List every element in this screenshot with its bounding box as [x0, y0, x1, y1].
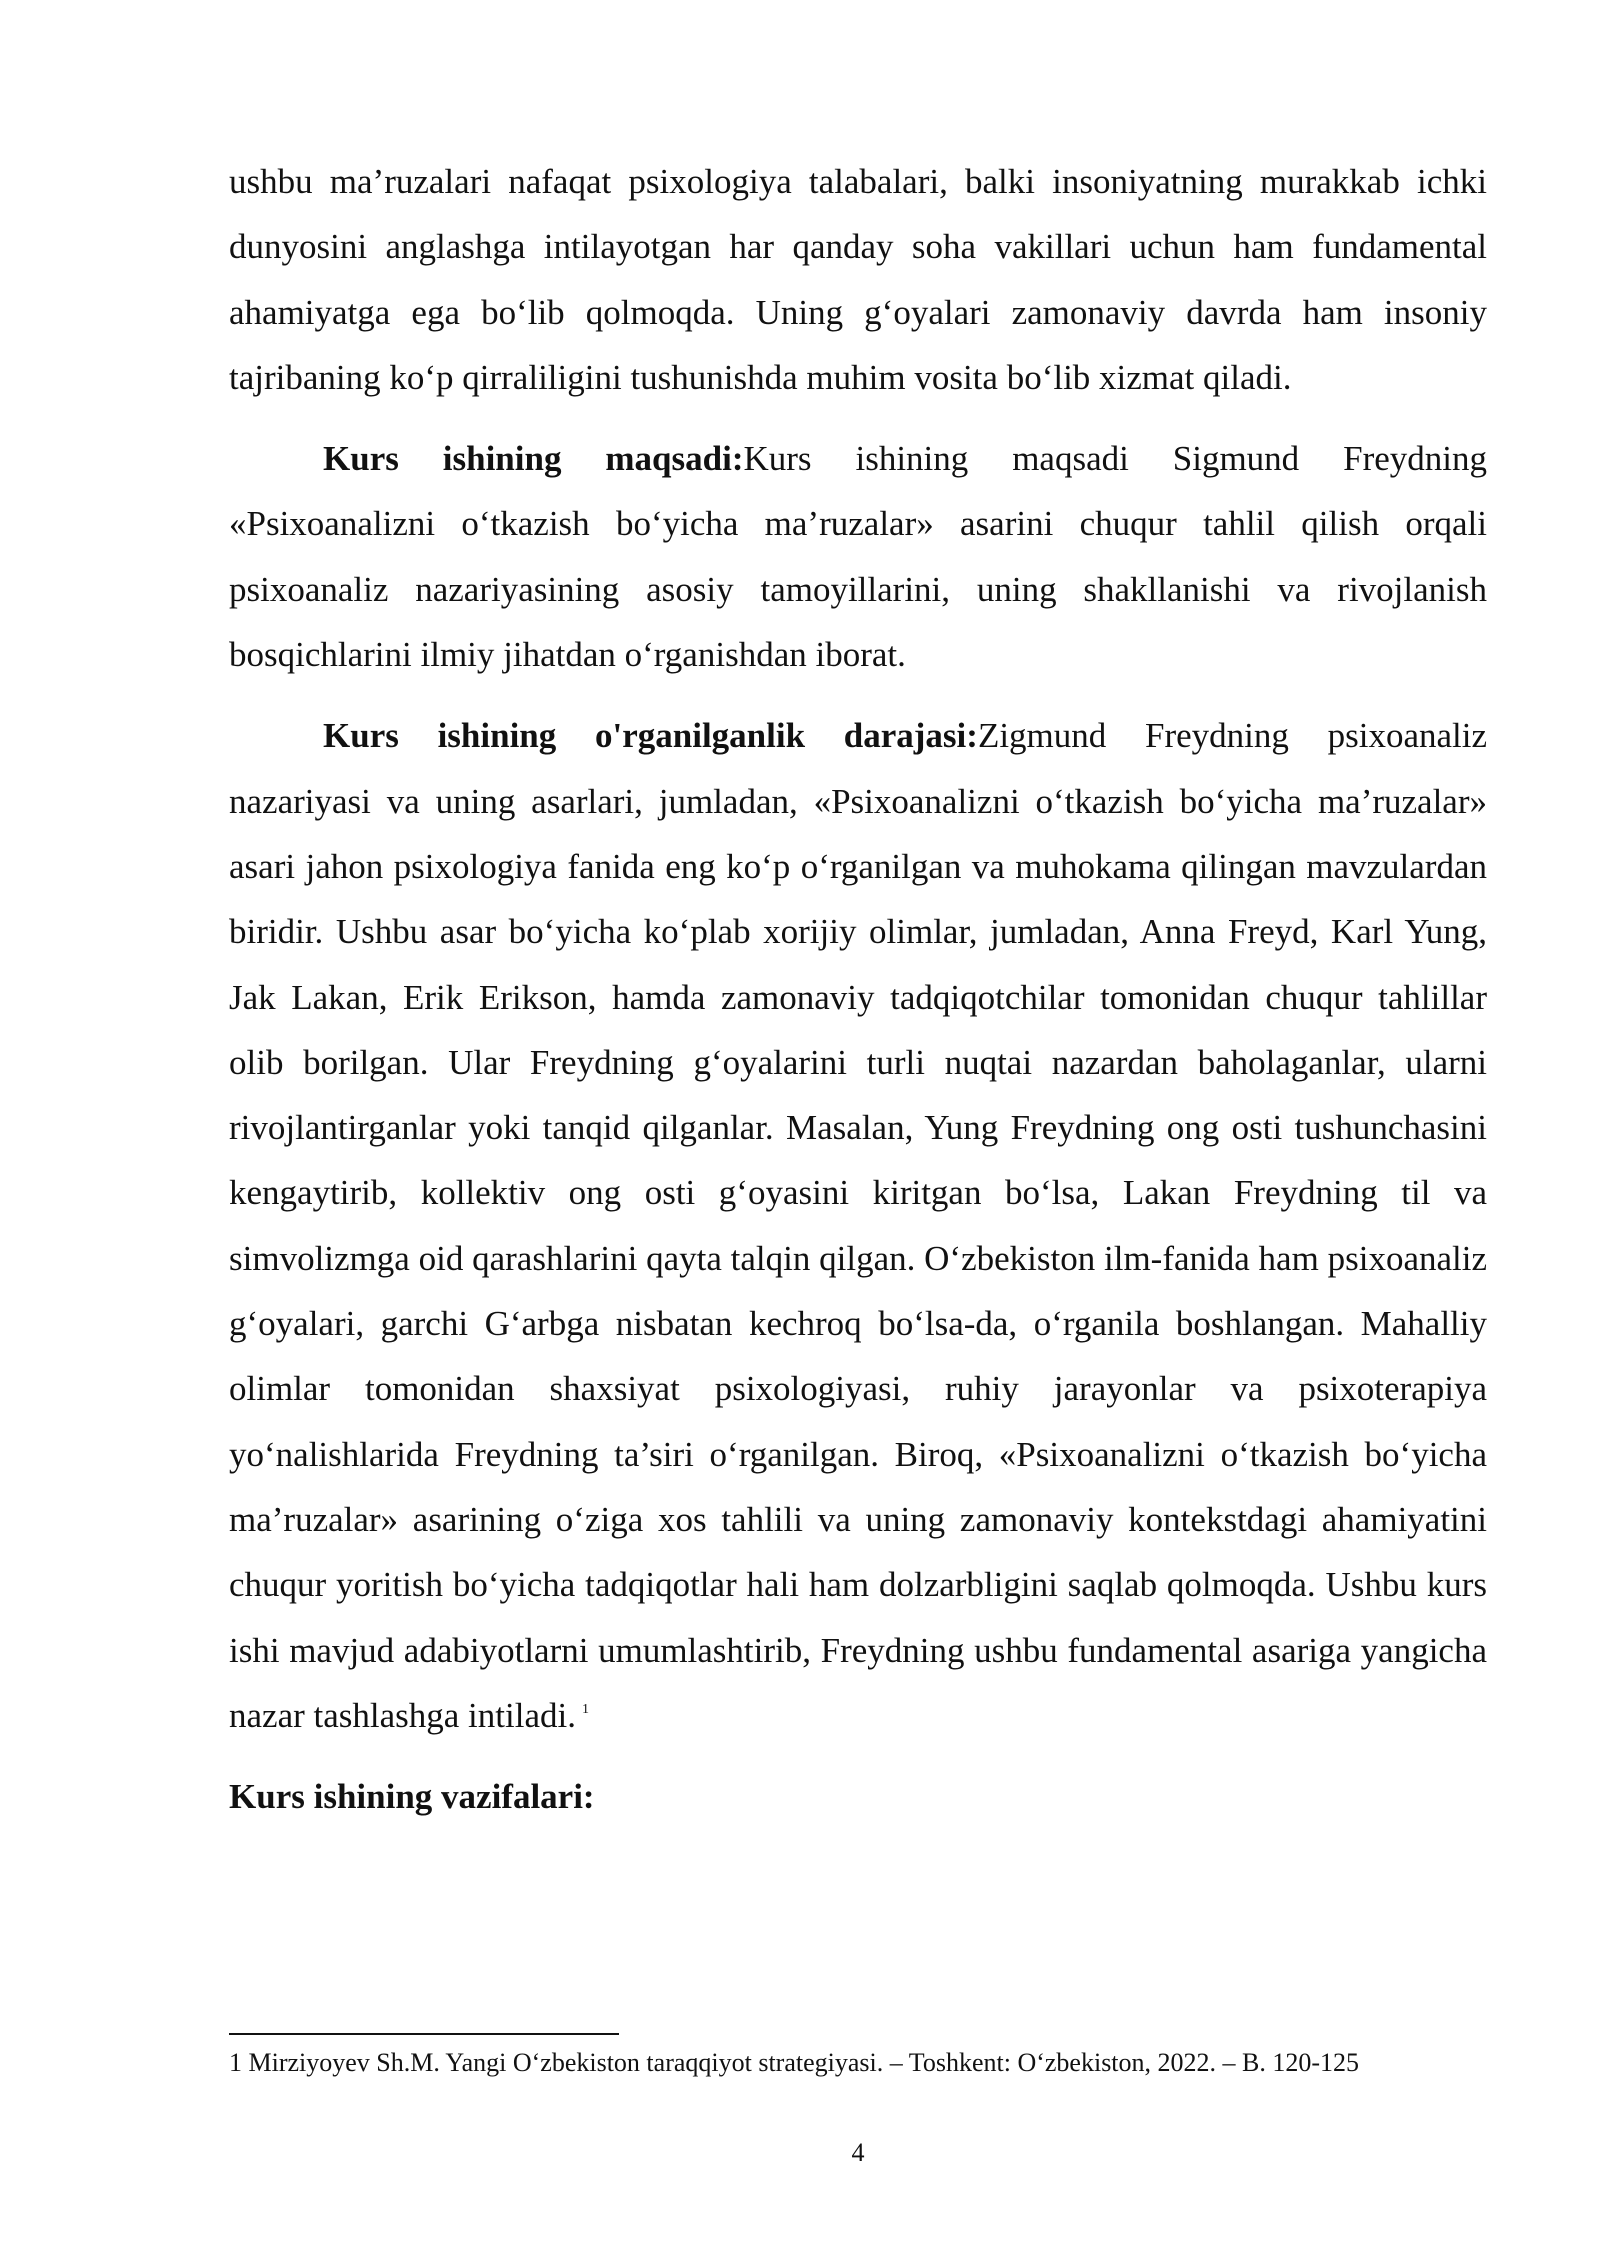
- tasks-heading: Kurs ishining vazifalari:: [229, 1777, 595, 1817]
- intro-paragraph: ushbu ma’ruzalari nafaqat psixologiya talabalari, balki insoniyatning murakkab ichki dunyosini anglashga intilayotgan har qanday soha vakillari uchun ham fundamental ahamiyatga ega bo‘lib qolmoqda. Uning g‘oyalari zamonaviy davrda ham insoniy tajribaning ko‘p qirraliligini tushunishda muhim vosita bo‘lib xizmat qiladi.: [229, 162, 1487, 397]
- footnote-separator: [229, 2033, 619, 2035]
- study-level-label: Kurs ishining o'rganilganlik darajasi:: [323, 716, 978, 756]
- goal-text: Kurs ishining maqsadi Sigmund Freydning «Psixoanalizni o‘tkazish bo‘yicha ma’ruzalar» asarini chuqur tahlil qilish orqali psixoanaliz nazariyasining asosiy tamoyillarini, uning shakllanishi va rivojlanish bosqichlarini ilmiy jihatdan o‘rganishdan iborat.: [229, 439, 1487, 675]
- study-level-text: Zigmund Freydning psixoanaliz nazariyasi va uning asarlari, jumladan, «Psixoanalizni o‘tkazish bo‘yicha ma’ruzalar» asari jahon psixologiya fanida eng ko‘p o‘rganilgan va muhokama qilingan mavzulardan biridir. Ushbu asar bo‘yicha ko‘plab xorijiy olimlar, jumladan, Anna Freyd, Karl Yung, Jak Lakan, Erik Erikson, hamda zamonaviy tadqiqotchilar tomonidan chuqur tahlillar olib borilgan. Ular Freydning g‘oyalarini turli nuqtai nazardan baholaganlar, ularni rivojlantirganlar yoki tanqid qilganlar. Masalan, Yung Freydning ong osti tushunchasini kengaytirib, kollektiv ong osti g‘oyasini kiritgan bo‘lsa, Lakan Freydning til va simvolizmga oid qarashlarini qayta talqin qilgan. O‘zbekiston ilm-fanida ham psixoanaliz g‘oyalari, garchi G‘arbga nisbatan kechroq bo‘lsa-da, o‘rganila boshlangan. Mahalliy olimlar tomonidan shaxsiyat psixologiyasi, ruhiy jarayonlar va psixoterapiya yo‘nalishlarida Freydning ta’siri o‘rganilgan. Biroq, «Psixoanalizni o‘tkazish bo‘yicha ma’ruzalar» asarining o‘ziga xos tahlili va uning zamonaviy kontekstdagi ahamiyatini chuqur yoritish bo‘yicha tadqiqotlar hali ham dolzarbligini saqlab qolmoqda. Ushbu kurs ishi mavjud adabiyotlarni umumlashtirib, Freydning ushbu fundamental asariga yangicha nazar tashlashga intiladi.: [229, 716, 1487, 1735]
- page-number: 4: [851, 2138, 865, 2167]
- study-level-paragraph: [229, 703, 1487, 1748]
- footnote: 1 Mirziyoyev Sh.M. Yangi O‘zbekiston taraqqiyot strategiyasi. – Toshkent: O‘zbekiston, 2022. – B. 120-125: [229, 2048, 1360, 2077]
- goal-label: Kurs ishining maqsadi:: [323, 439, 744, 479]
- footnote-reference[interactable]: 1: [581, 1701, 589, 1717]
- document-body: [229, 149, 1487, 1845]
- goal-paragraph: [229, 426, 1487, 687]
